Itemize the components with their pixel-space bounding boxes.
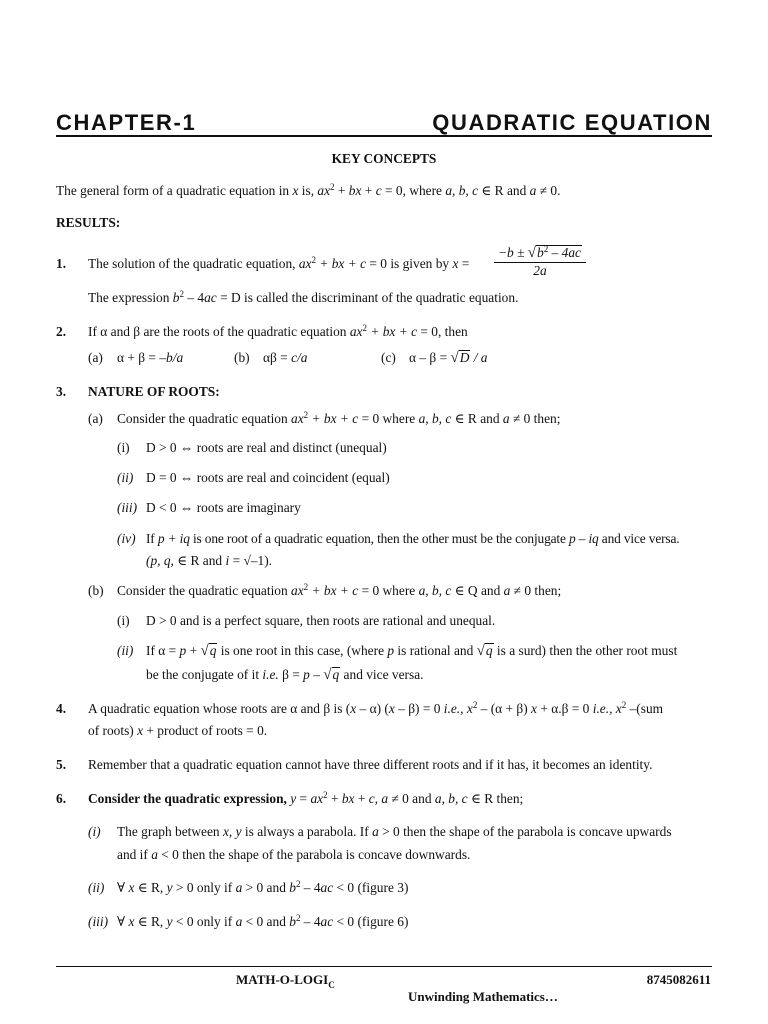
footer-rule <box>56 966 712 967</box>
result-3b-label: (b) <box>88 583 104 598</box>
result-6-i-label: (i) <box>88 824 101 839</box>
result-6-ii-label: (ii) <box>88 880 105 895</box>
result-6-text: Consider the quadratic expression, $y = ax^2$ + bx + c, a ≠ 0 and a, b, c ∈ R then; <box>88 790 524 806</box>
footer-tagline: Unwinding Mathematics… <box>408 989 558 1004</box>
result-3a-text: Consider the quadratic equation $ax^2$ + bx + c = 0 where a, b, c ∈ R and a ≠ 0 then; <box>117 410 561 426</box>
result-4-text-line2: of roots) x + product of roots = 0. <box>88 723 268 738</box>
result-2a-text: α + β = –b/a <box>117 350 184 365</box>
result-3b-ii-text: If α = p + √q is one root in this case, (where p is rational and √q is a surd) then the other root must <box>146 643 678 659</box>
result-3b-i-label: (i) <box>117 613 130 628</box>
result-5-text: Remember that a quadratic equation cannot have three different roots and if it has, it becomes an identity. <box>88 757 653 772</box>
result-3a-iv-text-line2: (p, q, ∈ R and i = √–1). <box>146 553 273 568</box>
result-1-text: The solution of the quadratic equation, $ax^2$ + bx + c = 0 is given by x = <box>88 255 470 271</box>
result-2c-label: (c) <box>381 350 396 365</box>
result-2-number: 2. <box>56 324 67 339</box>
formula-numerator: $-b \pm √b^2 - 4ac$ <box>494 245 586 263</box>
header-rule <box>56 135 712 137</box>
result-6-iii-label: (iii) <box>88 914 109 929</box>
result-6-ii-text: ∀ x ∈ R, y > 0 only if a > 0 and $b^2 - 4ac < 0$ (figure 3) <box>117 879 409 895</box>
result-6-iii-text: ∀ x ∈ R, y < 0 only if a < 0 and $b^2 - 4ac < 0$ (figure 6) <box>117 913 409 929</box>
result-4-number: 4. <box>56 701 67 716</box>
key-concepts-heading: KEY CONCEPTS <box>331 151 437 166</box>
discriminant-text: The expression $b^2 - 4ac = D$ is called the discriminant of the quadratic equation. <box>88 289 519 305</box>
result-5-number: 5. <box>56 757 67 772</box>
nature-of-roots-heading: NATURE OF ROOTS: <box>88 384 220 399</box>
results-heading: RESULTS: <box>56 215 121 230</box>
quadratic-formula-fraction <box>494 245 586 279</box>
result-3-number: 3. <box>56 384 67 399</box>
result-3a-ii-label: (ii) <box>117 470 134 485</box>
result-1-number: 1. <box>56 256 67 271</box>
result-4-text: A quadratic equation whose roots are α and β is (x – α) (x – β) = 0 i.e., $x^2 - (\alpha + \beta) x + \alpha.\beta = 0$ i.e., $x^2$ –(sum <box>88 700 664 716</box>
result-6-number: 6. <box>56 791 67 806</box>
result-2b-label: (b) <box>234 350 250 365</box>
result-3b-i-text: D > 0 and is a perfect square, then roots are rational and unequal. <box>146 613 496 628</box>
result-3a-ii-text: D = 0 ⇔ roots are real and coincident (equal) <box>146 470 390 485</box>
chapter-title: QUADRATIC EQUATION <box>432 110 712 135</box>
result-3a-i-label: (i) <box>117 440 130 455</box>
result-3a-iii-text: D < 0 ⇔ roots are imaginary <box>146 500 301 515</box>
result-2b-text: αβ = c/a <box>263 350 308 365</box>
result-6-i-text-line2: and if a < 0 then the shape of the parabola is concave downwards. <box>117 847 471 862</box>
result-2c-text: α – β = √D / a <box>409 350 488 366</box>
result-3b-ii-text-line2: be the conjugate of it i.e. β = p – √q and vice versa. <box>146 667 424 683</box>
result-3a-i-text: D > 0 ⇔ roots are real and distinct (unequal) <box>146 440 387 455</box>
chapter-label: CHAPTER-1 <box>56 110 197 135</box>
result-3a-label: (a) <box>88 411 103 426</box>
footer-brand: MATH-$O-LOGI_C$ <box>236 972 335 990</box>
general-form-text: The general form of a quadratic equation in x is, $ax^2$ + bx + c = 0, where a, b, c ∈ R and a ≠ 0. <box>56 182 561 198</box>
result-2a-label: (a) <box>88 350 103 365</box>
result-3b-ii-label: (ii) <box>117 643 134 658</box>
result-2-text: If α and β are the roots of the quadratic equation $ax^2$ + bx + c = 0, then <box>88 323 468 339</box>
footer-phone: 8745082611 <box>646 972 711 987</box>
result-3a-iv-text: If p + iq is one root of a quadratic equation, then the other must be the conjugate p – iq and vice versa. <box>146 531 680 546</box>
result-3b-text: Consider the quadratic equation $ax^2$ + bx + c = 0 where a, b, c ∈ Q and a ≠ 0 then; <box>117 582 562 598</box>
result-3a-iii-label: (iii) <box>117 500 138 515</box>
formula-denominator: 2a <box>533 263 547 278</box>
result-6-i-text: The graph between x, y is always a parabola. If a > 0 then the shape of the parabola is concave upwards <box>117 824 672 839</box>
result-3a-iv-label: (iv) <box>117 531 136 546</box>
